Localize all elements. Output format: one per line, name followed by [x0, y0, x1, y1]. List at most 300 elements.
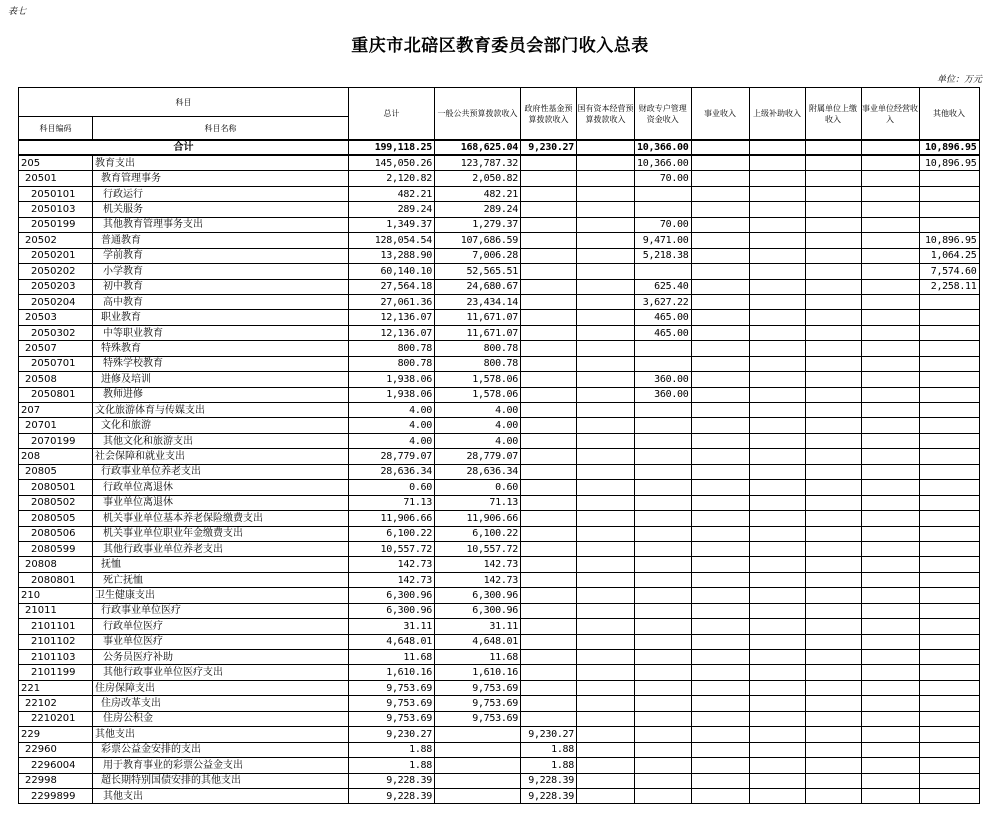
amount-cell: 10,366.00: [635, 155, 692, 171]
amount-cell: [805, 696, 861, 711]
amount-cell: [919, 603, 979, 618]
amount-cell: [635, 495, 692, 510]
amount-cell: [805, 464, 861, 479]
amount-cell: [521, 541, 577, 556]
amount-cell: [919, 310, 979, 325]
amount-cell: [805, 773, 861, 788]
subject-code: 2080506: [19, 526, 93, 541]
amount-cell: [919, 341, 979, 356]
amount-cell: [521, 603, 577, 618]
subject-name: 其他支出: [93, 727, 349, 742]
amount-cell: [521, 294, 577, 309]
amount-cell: [521, 310, 577, 325]
amount-cell: 10,896.95: [919, 155, 979, 171]
subject-code: 21011: [19, 603, 93, 618]
amount-cell: [919, 217, 979, 232]
table-row: [19, 403, 980, 418]
subject-code: 229: [19, 727, 93, 742]
amount-cell: [919, 495, 979, 510]
amount-cell: [521, 711, 577, 726]
subject-name: 社会保障和就业支出: [93, 449, 349, 464]
amount-cell: [577, 387, 635, 402]
total-row: [19, 140, 980, 155]
table-row: [19, 742, 980, 757]
subject-name: 住房改革支出: [93, 696, 349, 711]
amount-cell: [919, 650, 979, 665]
table-row: [19, 572, 980, 587]
subject-code: 22102: [19, 696, 93, 711]
amount-cell: 9,753.69: [435, 696, 521, 711]
amount-cell: 360.00: [635, 387, 692, 402]
amount-cell: 1.88: [521, 758, 577, 773]
subject-name: 行政单位离退休: [93, 480, 349, 495]
amount-cell: [749, 310, 805, 325]
amount-cell: [521, 480, 577, 495]
table-row: [19, 202, 980, 217]
amount-cell: [861, 433, 919, 448]
amount-cell: [749, 356, 805, 371]
amount-cell: [805, 294, 861, 309]
amount-cell: 60,140.10: [349, 264, 435, 279]
amount-cell: [691, 279, 749, 294]
amount-cell: 1,610.16: [349, 665, 435, 680]
amount-cell: 4.00: [349, 403, 435, 418]
page-title: 重庆市北碚区教育委员会部门收入总表: [351, 36, 649, 56]
subject-code: 20501: [19, 171, 93, 186]
amount-cell: [577, 788, 635, 803]
amount-cell: 6,300.96: [435, 603, 521, 618]
amount-cell: [805, 418, 861, 433]
amount-cell: [861, 341, 919, 356]
subject-code: 2210201: [19, 711, 93, 726]
amount-cell: [749, 758, 805, 773]
amount-cell: [919, 418, 979, 433]
amount-cell: [635, 449, 692, 464]
amount-cell: [919, 572, 979, 587]
amount-cell: 0.60: [435, 480, 521, 495]
amount-cell: [749, 248, 805, 263]
col-header: 附属单位上缴收入: [805, 88, 861, 141]
amount-cell: 1.88: [349, 758, 435, 773]
amount-cell: 6,300.96: [435, 588, 521, 603]
table-row: [19, 541, 980, 556]
amount-cell: [861, 665, 919, 680]
subject-name: 行政事业单位医疗: [93, 603, 349, 618]
amount-cell: [577, 572, 635, 587]
subject-name: 超长期特别国债安排的其他支出: [93, 773, 349, 788]
amount-cell: [749, 171, 805, 186]
amount-cell: [861, 217, 919, 232]
amount-cell: [919, 325, 979, 340]
amount-cell: [805, 372, 861, 387]
amount-cell: 9,753.69: [349, 680, 435, 695]
amount-cell: 142.73: [435, 557, 521, 572]
amount-cell: 4,648.01: [349, 634, 435, 649]
subject-name: 其他教育管理事务支出: [93, 217, 349, 232]
table-row: [19, 773, 980, 788]
amount-cell: [691, 418, 749, 433]
amount-cell: [805, 449, 861, 464]
amount-cell: [521, 680, 577, 695]
total-label: 合计: [19, 140, 349, 155]
amount-cell: 9,753.69: [435, 711, 521, 726]
amount-cell: [861, 680, 919, 695]
amount-cell: [691, 634, 749, 649]
amount-cell: 2,258.11: [919, 279, 979, 294]
amount-cell: 70.00: [635, 171, 692, 186]
amount-cell: 4.00: [435, 403, 521, 418]
amount-cell: 128,054.54: [349, 233, 435, 248]
subject-code: 20502: [19, 233, 93, 248]
amount-cell: [691, 711, 749, 726]
amount-cell: [691, 758, 749, 773]
amount-cell: [691, 680, 749, 695]
table-row: [19, 680, 980, 695]
amount-cell: [861, 773, 919, 788]
amount-cell: [749, 634, 805, 649]
amount-cell: [691, 495, 749, 510]
amount-cell: [919, 557, 979, 572]
amount-cell: [577, 310, 635, 325]
amount-cell: [635, 511, 692, 526]
amount-cell: [577, 325, 635, 340]
amount-cell: [577, 294, 635, 309]
amount-cell: [805, 310, 861, 325]
amount-cell: [919, 619, 979, 634]
amount-cell: 6,300.96: [349, 588, 435, 603]
amount-cell: [919, 464, 979, 479]
amount-cell: 289.24: [435, 202, 521, 217]
amount-cell: [691, 557, 749, 572]
amount-cell: [635, 572, 692, 587]
amount-cell: [521, 186, 577, 201]
subject-name: 初中教育: [93, 279, 349, 294]
amount-cell: [861, 171, 919, 186]
amount-cell: [577, 727, 635, 742]
subject-name: 特殊学校教育: [93, 356, 349, 371]
table-row: [19, 696, 980, 711]
total-cell: [577, 140, 635, 155]
amount-cell: [691, 696, 749, 711]
amount-cell: 482.21: [349, 186, 435, 201]
amount-cell: [577, 217, 635, 232]
amount-cell: 800.78: [435, 356, 521, 371]
amount-cell: 142.73: [349, 572, 435, 587]
amount-cell: [805, 279, 861, 294]
amount-cell: [749, 557, 805, 572]
col-header: 其他收入: [919, 88, 979, 141]
amount-cell: 1,064.25: [919, 248, 979, 263]
amount-cell: [919, 511, 979, 526]
amount-cell: [861, 541, 919, 556]
subject-name: 行政事业单位养老支出: [93, 464, 349, 479]
amount-cell: [577, 418, 635, 433]
subject-name: 文化旅游体育与传媒支出: [93, 403, 349, 418]
amount-cell: [749, 603, 805, 618]
amount-cell: [577, 264, 635, 279]
amount-cell: [805, 202, 861, 217]
subject-code: 2050103: [19, 202, 93, 217]
subject-name: 事业单位医疗: [93, 634, 349, 649]
subject-name: 教育管理事务: [93, 171, 349, 186]
amount-cell: [691, 248, 749, 263]
amount-cell: [749, 233, 805, 248]
subject-name: 抚恤: [93, 557, 349, 572]
amount-cell: 107,686.59: [435, 233, 521, 248]
amount-cell: [861, 403, 919, 418]
table-row: [19, 294, 980, 309]
amount-cell: [861, 356, 919, 371]
table-row: [19, 650, 980, 665]
amount-cell: [749, 727, 805, 742]
amount-cell: [805, 742, 861, 757]
amount-cell: [577, 619, 635, 634]
amount-cell: [691, 464, 749, 479]
subject-name: 死亡抚恤: [93, 572, 349, 587]
amount-cell: [577, 758, 635, 773]
subject-code: 20805: [19, 464, 93, 479]
amount-cell: [435, 758, 521, 773]
amount-cell: [805, 788, 861, 803]
amount-cell: [521, 387, 577, 402]
subject-code: 2296004: [19, 758, 93, 773]
amount-cell: [861, 155, 919, 171]
amount-cell: [691, 372, 749, 387]
amount-cell: 71.13: [349, 495, 435, 510]
amount-cell: [691, 171, 749, 186]
amount-cell: 4.00: [349, 433, 435, 448]
income-summary-table: [18, 87, 980, 804]
amount-cell: [577, 650, 635, 665]
subject-name: 事业单位离退休: [93, 495, 349, 510]
amount-cell: [521, 511, 577, 526]
amount-cell: [691, 572, 749, 587]
subject-code: 2070199: [19, 433, 93, 448]
total-cell: 10,896.95: [919, 140, 979, 155]
amount-cell: 28,636.34: [435, 464, 521, 479]
amount-cell: [577, 356, 635, 371]
amount-cell: [691, 449, 749, 464]
col-header: 事业收入: [691, 88, 749, 141]
amount-cell: [861, 742, 919, 757]
amount-cell: [861, 650, 919, 665]
amount-cell: [691, 588, 749, 603]
amount-cell: 625.40: [635, 279, 692, 294]
amount-cell: [691, 650, 749, 665]
amount-cell: [861, 526, 919, 541]
amount-cell: [919, 356, 979, 371]
amount-cell: [635, 650, 692, 665]
amount-cell: [521, 449, 577, 464]
amount-cell: [919, 711, 979, 726]
amount-cell: 9,228.39: [349, 773, 435, 788]
amount-cell: [691, 526, 749, 541]
amount-cell: [521, 665, 577, 680]
amount-cell: [691, 233, 749, 248]
amount-cell: [919, 665, 979, 680]
amount-cell: [577, 742, 635, 757]
amount-cell: 9,471.00: [635, 233, 692, 248]
amount-cell: [861, 696, 919, 711]
amount-cell: [805, 526, 861, 541]
amount-cell: 31.11: [435, 619, 521, 634]
amount-cell: 9,753.69: [349, 696, 435, 711]
subject-code: 2050302: [19, 325, 93, 340]
total-cell: 199,118.25: [349, 140, 435, 155]
amount-cell: [919, 202, 979, 217]
amount-cell: [861, 758, 919, 773]
amount-cell: [577, 696, 635, 711]
amount-cell: [861, 727, 919, 742]
amount-cell: 4.00: [349, 418, 435, 433]
amount-cell: [635, 480, 692, 495]
amount-cell: 11,671.07: [435, 325, 521, 340]
subject-code: 208: [19, 449, 93, 464]
table-row: [19, 788, 980, 803]
code-header: 科目编码: [19, 117, 93, 141]
table-row: [19, 464, 980, 479]
total-cell: [749, 140, 805, 155]
subject-code: 2050202: [19, 264, 93, 279]
amount-cell: [691, 202, 749, 217]
amount-cell: [577, 480, 635, 495]
table-row: [19, 325, 980, 340]
amount-cell: 360.00: [635, 372, 692, 387]
subject-name: 其他文化和旅游支出: [93, 433, 349, 448]
amount-cell: 52,565.51: [435, 264, 521, 279]
amount-cell: 10,557.72: [349, 541, 435, 556]
amount-cell: [635, 418, 692, 433]
amount-cell: [919, 680, 979, 695]
amount-cell: 2,120.82: [349, 171, 435, 186]
amount-cell: [635, 727, 692, 742]
amount-cell: [521, 418, 577, 433]
amount-cell: [805, 233, 861, 248]
amount-cell: [749, 572, 805, 587]
amount-cell: [635, 356, 692, 371]
subject-name: 教育支出: [93, 155, 349, 171]
amount-cell: [635, 788, 692, 803]
subject-name: 其他支出: [93, 788, 349, 803]
amount-cell: [577, 202, 635, 217]
amount-cell: [805, 603, 861, 618]
amount-cell: 800.78: [349, 341, 435, 356]
amount-cell: [521, 202, 577, 217]
amount-cell: 142.73: [435, 572, 521, 587]
amount-cell: [749, 186, 805, 201]
amount-cell: [861, 202, 919, 217]
amount-cell: 6,100.22: [435, 526, 521, 541]
amount-cell: [577, 279, 635, 294]
subject-name: 机关服务: [93, 202, 349, 217]
subject-code: 2050201: [19, 248, 93, 263]
subject-code: 2101101: [19, 619, 93, 634]
subject-name: 学前教育: [93, 248, 349, 263]
subject-code: 2101199: [19, 665, 93, 680]
amount-cell: 7,006.28: [435, 248, 521, 263]
amount-cell: [919, 588, 979, 603]
amount-cell: [691, 403, 749, 418]
amount-cell: [805, 619, 861, 634]
amount-cell: [577, 403, 635, 418]
amount-cell: 465.00: [635, 310, 692, 325]
amount-cell: [919, 742, 979, 757]
amount-cell: [749, 665, 805, 680]
subject-code: 2299899: [19, 788, 93, 803]
table-row: [19, 418, 980, 433]
amount-cell: [749, 619, 805, 634]
subject-code: 2050203: [19, 279, 93, 294]
amount-cell: [521, 264, 577, 279]
amount-cell: [749, 480, 805, 495]
subject-code: 2080801: [19, 572, 93, 587]
amount-cell: [805, 727, 861, 742]
amount-cell: [635, 758, 692, 773]
amount-cell: [521, 155, 577, 171]
subject-name: 职业教育: [93, 310, 349, 325]
col-header: 政府性基金预算拨款收入: [521, 88, 577, 141]
table-row: [19, 634, 980, 649]
amount-cell: 12,136.07: [349, 310, 435, 325]
table-row: [19, 557, 980, 572]
amount-cell: [577, 449, 635, 464]
amount-cell: 9,228.39: [349, 788, 435, 803]
table-row: [19, 264, 980, 279]
name-header: 科目名称: [93, 117, 349, 141]
amount-cell: 23,434.14: [435, 294, 521, 309]
subject-name: 文化和旅游: [93, 418, 349, 433]
amount-cell: [577, 464, 635, 479]
amount-cell: [577, 171, 635, 186]
amount-cell: [577, 557, 635, 572]
amount-cell: [749, 449, 805, 464]
subject-name: 普通教育: [93, 233, 349, 248]
amount-cell: [577, 155, 635, 171]
amount-cell: [521, 356, 577, 371]
amount-cell: [577, 495, 635, 510]
subject-name: 行政单位医疗: [93, 619, 349, 634]
amount-cell: [635, 403, 692, 418]
subject-code: 2050199: [19, 217, 93, 232]
amount-cell: [919, 773, 979, 788]
subject-name: 彩票公益金安排的支出: [93, 742, 349, 757]
amount-cell: [919, 480, 979, 495]
amount-cell: [919, 433, 979, 448]
amount-cell: [805, 403, 861, 418]
amount-cell: 27,564.18: [349, 279, 435, 294]
amount-cell: [861, 619, 919, 634]
subject-code: 2101102: [19, 634, 93, 649]
subject-code: 22998: [19, 773, 93, 788]
table-row: [19, 511, 980, 526]
amount-cell: 4,648.01: [435, 634, 521, 649]
subject-name: 机关事业单位职业年金缴费支出: [93, 526, 349, 541]
amount-cell: [521, 341, 577, 356]
amount-cell: [805, 557, 861, 572]
amount-cell: 9,753.69: [349, 711, 435, 726]
total-cell: 168,625.04: [435, 140, 521, 155]
amount-cell: 3,627.22: [635, 294, 692, 309]
table-row: [19, 248, 980, 263]
amount-cell: 1,578.06: [435, 372, 521, 387]
subject-code: 20508: [19, 372, 93, 387]
amount-cell: [805, 572, 861, 587]
table-row: [19, 603, 980, 618]
amount-cell: [805, 650, 861, 665]
amount-cell: [749, 387, 805, 402]
subject-name: 其他行政事业单位养老支出: [93, 541, 349, 556]
amount-cell: [691, 541, 749, 556]
